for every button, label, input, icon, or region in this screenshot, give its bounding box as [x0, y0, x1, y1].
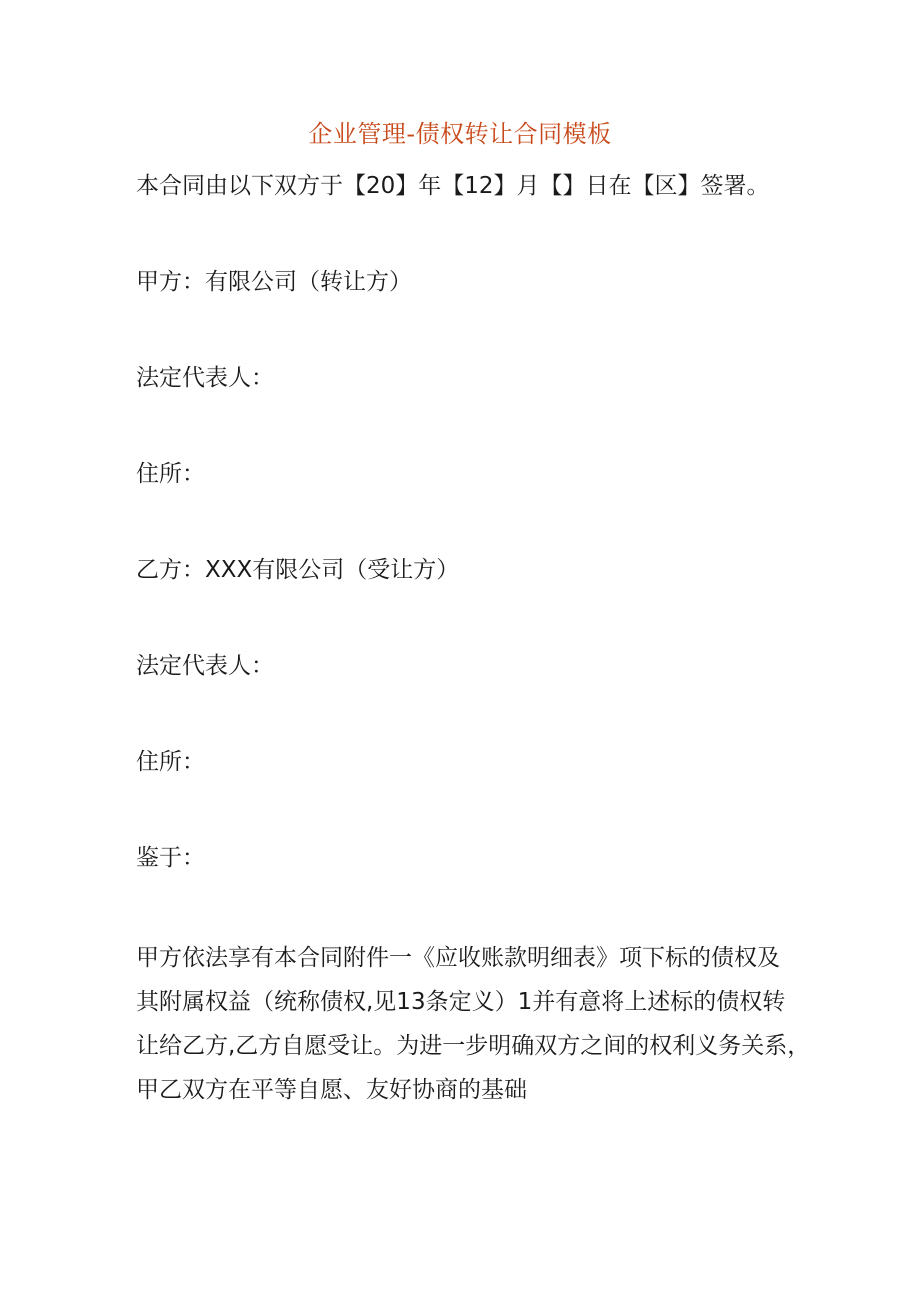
party-b-representative: 法定代表人：: [136, 653, 274, 679]
party-b-line: 乙方：XXX有限公司（受让方）: [136, 557, 460, 583]
document-title: 企业管理-债权转让合同模板: [308, 120, 612, 148]
paragraph-line: 甲方依法享有本合同附件一《应收账款明细表》项下标的债权及: [136, 945, 780, 971]
whereas-heading: 鉴于：: [136, 845, 205, 871]
party-b-address: 住所：: [136, 749, 205, 775]
paragraph-line: 甲乙双方在平等自愿、友好协商的基础: [136, 1077, 527, 1103]
whereas-paragraph: [136, 936, 811, 1112]
party-a-address: 住所：: [136, 461, 205, 487]
paragraph-line: 让给乙方,乙方自愿受让。为进一步明确双方之间的权利义务关系，: [136, 1033, 811, 1059]
party-a-representative: 法定代表人：: [136, 365, 274, 391]
party-a-line: 甲方：有限公司（转让方）: [136, 269, 412, 295]
paragraph-line: 其附属权益（统称债权,见13条定义）1并有意将上述标的债权转: [136, 989, 786, 1015]
intro-line: 本合同由以下双方于【20】年【12】月【】日在【区】签署。: [136, 173, 770, 199]
